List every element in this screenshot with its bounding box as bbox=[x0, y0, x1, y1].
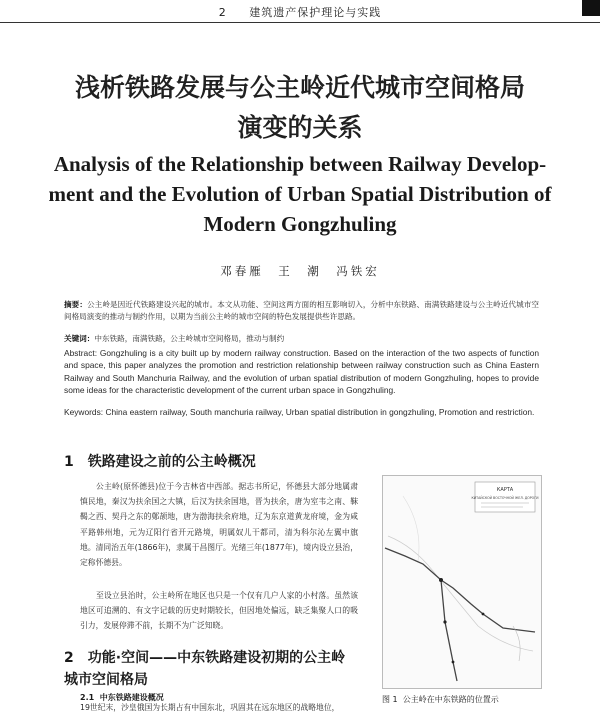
keywords-en-label: Keywords: bbox=[64, 407, 104, 417]
title-en-line3: Modern Gongzhuling bbox=[203, 212, 397, 236]
abstract-en-label: Abstract: bbox=[64, 348, 98, 358]
abstract-en-text: Gongzhuling is a city built up by modern railway construction. Based on the interaction of the two aspects of function and space, this paper analyzes the promotion and restriction relationship between railway construction such as China Eastern Railway and South Manchuria Railway, and the evolution of urban spatial distribution of modern Gongzhuling, hopes to provide some ideas for the characteristic development of the current urban space in Gongzhuling. bbox=[64, 348, 540, 395]
figure-1-label: 图 1 bbox=[382, 695, 398, 704]
railway-map-graphic bbox=[383, 476, 541, 688]
section-1-heading bbox=[64, 452, 354, 473]
section-1-number: 1 bbox=[64, 454, 74, 470]
subsection-2-1-title: 中东铁路建设概况 bbox=[99, 693, 164, 702]
keywords-en bbox=[64, 406, 539, 418]
section-1-para-2: 至设立县治时，公主岭所在地区也只是一个仅有几户人家的小村落。虽然该地区可追溯的、有文字记载的历史时期较长，但因地处偏远，缺乏集聚人口的吸引力，发展停滞不前，长期不为广泛知晓。 bbox=[80, 591, 358, 631]
southern-branch-line bbox=[441, 580, 457, 681]
header-text bbox=[0, 4, 600, 20]
section-1-title: 铁路建设之前的公主岭概况 bbox=[87, 454, 256, 470]
gongzhuling-node bbox=[443, 620, 446, 623]
china-eastern-railway-line bbox=[385, 548, 535, 632]
section-2-heading bbox=[64, 648, 364, 669]
figure-1-caption bbox=[382, 694, 499, 705]
keywords-cn bbox=[64, 333, 539, 345]
section-2-1-para: 19世纪末，沙皇俄国为长期占有中国东北，巩固其在远东地区的战略地位， bbox=[80, 703, 340, 712]
figure-1-map bbox=[382, 475, 542, 689]
section-2-number: 2 bbox=[64, 650, 74, 666]
title-en-line1: Analysis of the Relationship between Railway Develop- bbox=[53, 152, 547, 176]
map-border-line bbox=[388, 536, 533, 651]
subsection-2-1-number: 2.1 bbox=[80, 693, 95, 702]
keywords-cn-label: 关键词： bbox=[64, 334, 95, 343]
running-header bbox=[0, 0, 600, 23]
keywords-cn-text: 中东铁路，南满铁路，公主岭城市空间格局，推动与制约 bbox=[94, 334, 285, 343]
map-title: КАРТА bbox=[496, 487, 514, 493]
page-number: 2 bbox=[218, 6, 227, 19]
keywords-en-text: China eastern railway, South manchuria railway, Urban spatial distribution in gongzhuling, Promotion and restriction. bbox=[105, 407, 535, 417]
section-2-title-line1: 功能·空间——中东铁路建设初期的公主岭 bbox=[87, 650, 346, 666]
title-cn-line1: 浅析铁路发展与公主岭近代城市空间格局 bbox=[74, 73, 525, 102]
abstract-en bbox=[64, 347, 539, 396]
section-1-para-1: 公主岭(原怀德县)位于今吉林省中西部。据志书所记，怀德县大部分地属肃慎民地，秦汉为扶余国之大镇，后汉为扶余国地，晋为扶余，唐为室韦之南、靺鞨之西、契丹之东的鄚颉地，唐为渤海扶余府地，辽为东京道黄龙府境，金为咸平路韩州地，元为辽阳行省开元路境，明属奴儿干都司，清为科尔沁左翼中旗地。清同治五年(1866年)，隶属于昌图厅。光绪三年(1877年)，境内设立县治，定称怀德县。 bbox=[80, 482, 358, 568]
map-subtitle: КИТАЙСКОЙ ВОСТОЧНОЙ ЖЕЛ. ДОРОГИ bbox=[471, 496, 539, 500]
figure-1-caption-text: 公主岭在中东铁路的位置示 bbox=[402, 695, 499, 704]
abstract-cn-label: 摘要： bbox=[64, 300, 87, 309]
abstract-cn-text: 公主岭是因近代铁路建设兴起的城市。本文从功能、空间这两方面的相互影响切入，分析中东铁路、南满铁路建设与公主岭近代城市空间格局演变的推动与制约作用，以期为当前公主岭的城市空间的特色发展提供些许思路。 bbox=[64, 300, 540, 321]
header-section: 建筑遗产保护理论与实践 bbox=[249, 6, 382, 19]
harbin-node bbox=[439, 578, 443, 582]
header-tab-mark bbox=[582, 0, 600, 16]
authors: 邓春雁 王 潮 冯铁宏 bbox=[220, 264, 380, 278]
title-cn-line2: 演变的关系 bbox=[237, 113, 363, 142]
section-2-heading-line2: 城市空间格局 bbox=[64, 672, 148, 688]
abstract-cn bbox=[64, 299, 539, 322]
title-en-line2: ment and the Evolution of Urban Spatial Distribution of bbox=[48, 182, 552, 206]
